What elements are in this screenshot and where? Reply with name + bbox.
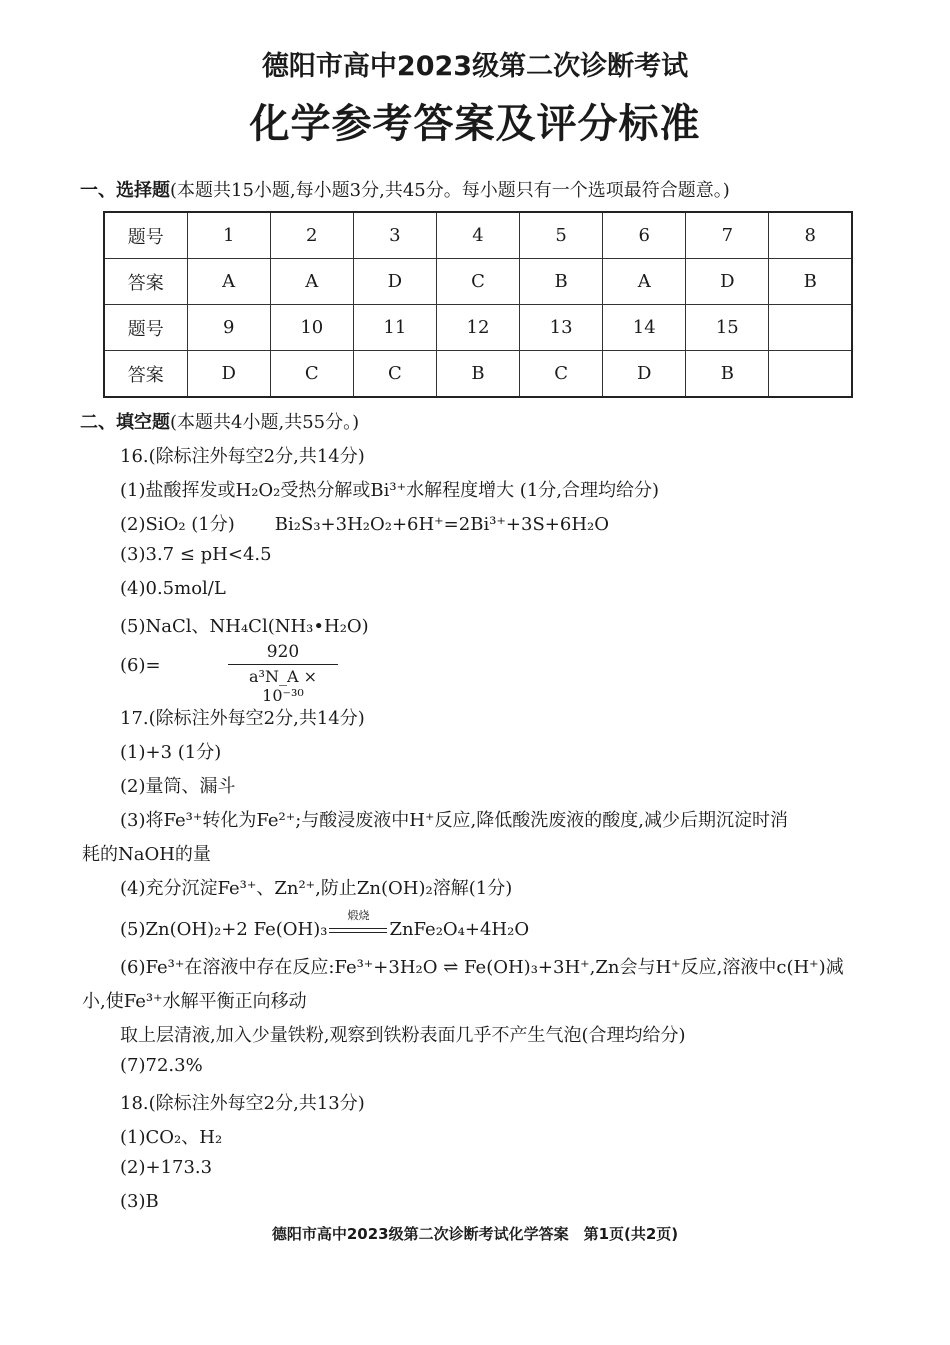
table-cell: B bbox=[436, 351, 519, 398]
q17-answer-6-line3: 取上层清液,加入少量铁粉,观察到铁粉表面几乎不产生气泡(合理均给分) bbox=[120, 1025, 686, 1046]
table-cell: C bbox=[270, 351, 353, 398]
q16-answer-1: (1)盐酸挥发或H₂O₂受热分解或Bi³⁺水解程度增大 (1分,合理均给分) bbox=[120, 480, 660, 501]
q17-answer-2: (2)量筒、漏斗 bbox=[120, 776, 236, 797]
table-cell: 9 bbox=[187, 305, 270, 351]
table-cell: A bbox=[270, 259, 353, 305]
page-footer: 德阳市高中2023级第二次诊断考试化学答案 第1页(共2页) bbox=[271, 1225, 679, 1243]
table-cell: 15 bbox=[686, 305, 769, 351]
q17-answer-6-line1: (6)Fe³⁺在溶液中存在反应:Fe³⁺+3H₂O ⇌ Fe(OH)₃+3H⁺,Zn会与H⁺反应,溶液中c(H⁺)减 bbox=[120, 957, 844, 978]
q16-answer-6-label: (6)= bbox=[120, 655, 161, 676]
q17-answer-5 bbox=[120, 909, 530, 940]
table-row bbox=[104, 351, 852, 398]
exam-title: 德阳市高中2023级第二次诊断考试 bbox=[261, 51, 689, 82]
section2-title: 二、填空题 bbox=[80, 412, 170, 433]
q18-answer-2: (2)+173.3 bbox=[120, 1157, 213, 1178]
q16-answer-3: (3)3.7 ≤ pH<4.5 bbox=[120, 544, 272, 565]
equals-sign bbox=[329, 928, 387, 933]
table-row bbox=[104, 305, 852, 351]
section1-title: 一、选择题 bbox=[80, 180, 170, 201]
table-cell: 4 bbox=[436, 212, 519, 259]
q16-answer-4: (4)0.5mol/L bbox=[120, 578, 226, 599]
table-cell: B bbox=[769, 259, 852, 305]
table-cell: D bbox=[353, 259, 436, 305]
answer-table bbox=[103, 211, 853, 398]
q17-answer-1: (1)+3 (1分) bbox=[120, 742, 222, 763]
table-cell: B bbox=[520, 259, 603, 305]
section1-note: (本题共15小题,每小题3分,共45分。每小题只有一个选项最符合题意。) bbox=[170, 180, 730, 201]
table-row bbox=[104, 212, 852, 259]
table-cell: 题号 bbox=[104, 212, 187, 259]
table-cell: 3 bbox=[353, 212, 436, 259]
q16-heading: 16.(除标注外每空2分,共14分) bbox=[120, 446, 365, 467]
table-cell: 10 bbox=[270, 305, 353, 351]
q17-answer-3-line2: 耗的NaOH的量 bbox=[82, 844, 211, 865]
table-cell: B bbox=[686, 351, 769, 398]
q16-answer-2-equation: Bi₂S₃+3H₂O₂+6H⁺=2Bi³⁺+3S+6H₂O bbox=[274, 514, 609, 535]
table-cell: 题号 bbox=[104, 305, 187, 351]
table-cell: 2 bbox=[270, 212, 353, 259]
table-cell: 13 bbox=[520, 305, 603, 351]
q17-heading: 17.(除标注外每空2分,共14分) bbox=[120, 708, 365, 729]
q16-answer-5: (5)NaCl、NH₄Cl(NH₃•H₂O) bbox=[120, 616, 369, 637]
table-cell bbox=[769, 305, 852, 351]
reaction-condition bbox=[327, 909, 389, 940]
table-cell: 1 bbox=[187, 212, 270, 259]
table-cell: C bbox=[353, 351, 436, 398]
table-cell: 11 bbox=[353, 305, 436, 351]
table-cell: 12 bbox=[436, 305, 519, 351]
table-cell: D bbox=[686, 259, 769, 305]
table-cell: D bbox=[603, 351, 686, 398]
fraction-denominator: a³N_A × 10⁻³⁰ bbox=[249, 667, 317, 705]
table-cell: 答案 bbox=[104, 351, 187, 398]
table-cell: 8 bbox=[769, 212, 852, 259]
table-cell: 7 bbox=[686, 212, 769, 259]
section2-note: (本题共4小题,共55分。) bbox=[170, 412, 360, 433]
table-cell bbox=[769, 351, 852, 398]
section2-heading bbox=[80, 408, 359, 434]
table-cell: 6 bbox=[603, 212, 686, 259]
q16-answer-2 bbox=[120, 510, 609, 536]
table-cell: 答案 bbox=[104, 259, 187, 305]
q18-heading: 18.(除标注外每空2分,共13分) bbox=[120, 1093, 365, 1114]
q16-answer-2-label: (2)SiO₂ (1分) bbox=[120, 514, 235, 535]
section1-heading bbox=[80, 176, 730, 202]
table-cell: C bbox=[436, 259, 519, 305]
table-row bbox=[104, 259, 852, 305]
q17-answer-5-left: (5)Zn(OH)₂+2 Fe(OH)₃ bbox=[120, 919, 328, 940]
fraction-numerator: 920 bbox=[228, 642, 338, 665]
q17-answer-6-line2: 小,使Fe³⁺水解平衡正向移动 bbox=[82, 991, 307, 1012]
table-cell: A bbox=[187, 259, 270, 305]
table-cell: C bbox=[520, 351, 603, 398]
table-cell: A bbox=[603, 259, 686, 305]
table-cell: 5 bbox=[520, 212, 603, 259]
answer-key-title: 化学参考答案及评分标准 bbox=[249, 101, 701, 147]
table-cell: 14 bbox=[603, 305, 686, 351]
density-fraction bbox=[228, 642, 338, 705]
q18-answer-3: (3)B bbox=[120, 1191, 159, 1212]
q18-answer-1: (1)CO₂、H₂ bbox=[120, 1127, 223, 1148]
q17-answer-7: (7)72.3% bbox=[120, 1055, 203, 1076]
q17-answer-4: (4)充分沉淀Fe³⁺、Zn²⁺,防止Zn(OH)₂溶解(1分) bbox=[120, 878, 513, 899]
q17-answer-5-right: ZnFe₂O₄+4H₂O bbox=[389, 919, 530, 940]
table-cell: D bbox=[187, 351, 270, 398]
condition-label: 煅烧 bbox=[347, 909, 370, 922]
q17-answer-3-line1: (3)将Fe³⁺转化为Fe²⁺;与酸浸废液中H⁺反应,降低酸洗废液的酸度,减少后期沉淀时消 bbox=[120, 810, 788, 831]
